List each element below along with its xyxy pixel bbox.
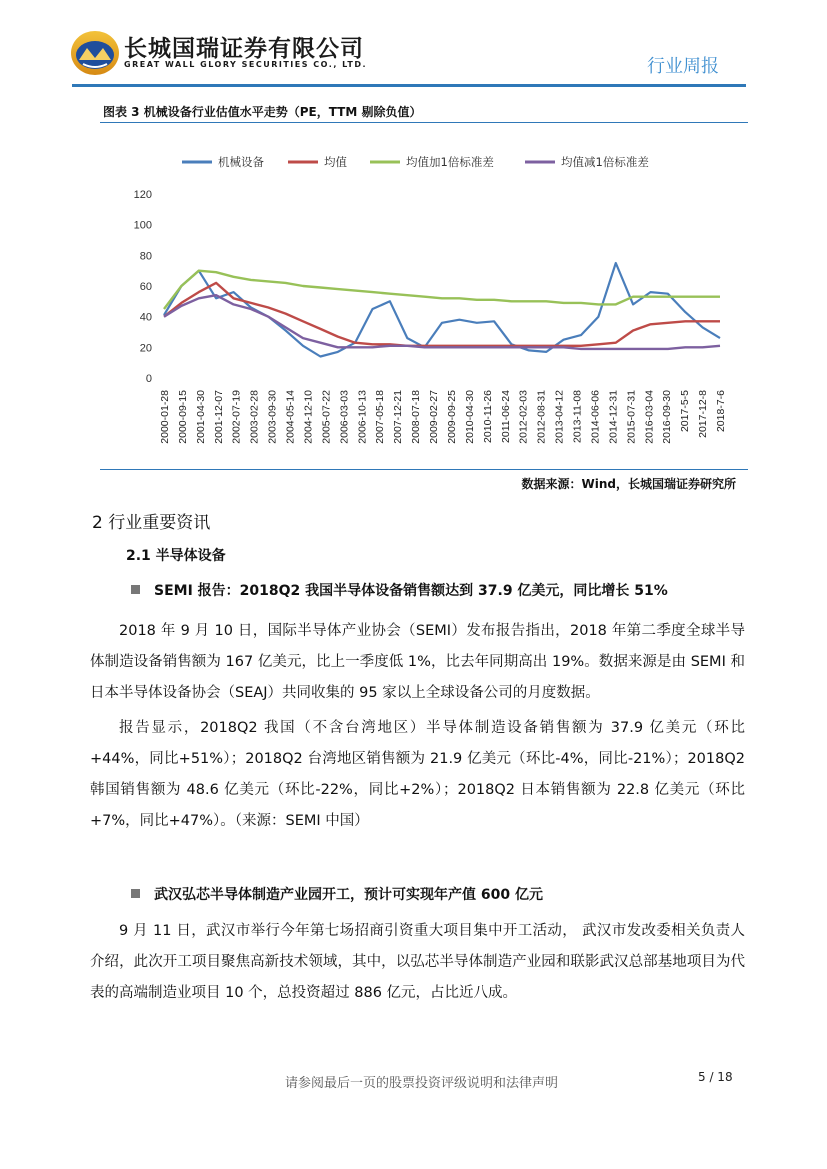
report-type-label: 行业周报: [647, 56, 719, 77]
x-tick-label: 2011-06-24: [499, 390, 512, 443]
x-tick-label: 2010-11-26: [481, 390, 494, 443]
page-number: 5 / 18: [698, 1070, 733, 1084]
x-tick-label: 2004-05-14: [284, 390, 297, 444]
x-tick-label: 2012-08-31: [535, 390, 548, 444]
x-tick-label: 2006-10-13: [356, 390, 369, 444]
y-tick-label: 100: [133, 219, 152, 232]
section-heading: 2 行业重要资讯: [92, 513, 211, 533]
pe-trend-chart: [100, 140, 748, 465]
x-tick-label: 2017-5-5: [679, 390, 692, 433]
figure-bottom-rule: [100, 469, 748, 470]
legend-label: 均值加1倍标准差: [406, 155, 494, 169]
news-headline-1: [131, 580, 668, 600]
figure-top-rule: [100, 122, 748, 123]
series-line-2: [164, 283, 720, 346]
series-line-1: [164, 263, 720, 357]
x-tick-label: 2015-07-31: [625, 390, 638, 444]
news-paragraph: 报告显示，2018Q2 我国（不含台湾地区）半导体制造设备销售额为 37.9 亿美元（环比+44%，同比+51%）；2018Q2 台湾地区销售额为 21.9 亿美元（环比-4%，同比-21%）；2018Q2 韩国销售额为 48.6 亿美元（环比-22%，同比+2%）；2018Q2 日本销售额为 22.8 亿美元（环比+7%，同比+47%）。（来源：SEMI 中国）: [90, 720, 745, 829]
x-tick-label: 2002-07-19: [230, 390, 243, 444]
x-tick-label: 2003-02-28: [248, 390, 261, 444]
news-headline-2-text: 武汉弘芯半导体制造产业园开工，预计可实现年产值 600 亿元: [154, 887, 543, 903]
x-tick-label: 2007-12-21: [392, 390, 405, 444]
news-paragraph: 9 月 11 日，武汉市举行今年第七场招商引资重大项目集中开工活动， 武汉市发改委相关负责人介绍，此次开工项目聚焦高新技术领域，其中，以弘芯半导体制造产业园和联影武汉总部基地项目为代表的高端制造业项目 10 个，总投资超过 886 亿元，占比近八成。: [90, 923, 745, 1001]
y-tick-label: 60: [139, 281, 152, 293]
figure-source: 数据来源：Wind，长城国瑞证券研究所: [521, 477, 736, 491]
chart-legend: [182, 155, 649, 169]
x-tick-label: 2013-11-08: [571, 389, 584, 443]
x-tick-label: 2013-04-12: [553, 390, 566, 444]
header-divider: [72, 84, 746, 87]
x-tick-label: 2006-03-03: [338, 390, 351, 444]
news-paragraph: 2018 年 9 月 10 日，国际半导体产业协会（SEMI）发布报告指出，2018 年第二季度全球半导体制造设备销售额为 167 亿美元，比上一季度低 1%，比去年同期高出 19%。数据来源是由 SEMI 和日本半导体设备协会（SEAJ）共同收集的 95 家以上全球设备公司的月度数据。: [90, 623, 745, 701]
x-tick-label: 2005-07-22: [320, 390, 333, 444]
x-tick-label: 2009-02-27: [428, 390, 441, 444]
figure-title: 图表 3 机械设备行业估值水平走势（PE，TTM 剔除负值）: [103, 105, 422, 119]
x-tick-label: 2014-06-06: [589, 390, 602, 444]
x-tick-label: 2016-03-04: [643, 390, 656, 444]
legend-label: 均值减1倍标准差: [561, 155, 649, 169]
x-tick-label: 2018-7-6: [715, 390, 727, 433]
x-tick-label: 2001-12-07: [212, 390, 225, 444]
legend-label: 均值: [324, 155, 347, 169]
news-body-2: [90, 916, 745, 1009]
company-name-en: GREAT WALL GLORY SECURITIES CO., LTD.: [124, 60, 368, 69]
y-tick-label: 120: [133, 189, 152, 201]
x-tick-label: 2003-09-30: [266, 390, 279, 444]
x-tick-label: 2017-12-8: [697, 390, 710, 438]
square-bullet-icon: [131, 585, 140, 594]
y-tick-label: 20: [139, 342, 152, 355]
x-tick-label: 2007-05-18: [374, 390, 387, 444]
x-tick-label: 2014-12-31: [607, 390, 620, 444]
news-headline-1-text: SEMI 报告：2018Q2 我国半导体设备销售额达到 37.9 亿美元，同比增长 51%: [154, 583, 668, 599]
subsection-heading: 2.1 半导体设备: [126, 548, 226, 564]
x-tick-label: 2016-09-30: [661, 390, 674, 444]
x-axis: [159, 390, 727, 444]
news-headline-2: [131, 884, 543, 904]
x-tick-label: 2009-09-25: [445, 390, 458, 444]
x-tick-label: 2000-01-28: [159, 390, 171, 444]
x-tick-label: 2008-07-18: [410, 390, 423, 444]
x-tick-label: 2010-04-30: [463, 390, 476, 444]
y-tick-label: 0: [145, 373, 152, 385]
square-bullet-icon: [131, 889, 140, 898]
x-tick-label: 2012-02-03: [517, 390, 530, 444]
news-body-1: [90, 616, 745, 837]
y-tick-label: 80: [139, 250, 152, 263]
company-logo-icon: [70, 30, 120, 76]
x-tick-label: 2001-04-30: [194, 390, 207, 444]
x-tick-label: 2000-09-15: [176, 390, 189, 444]
disclaimer-note: 请参阅最后一页的股票投资评级说明和法律声明: [285, 1076, 559, 1091]
x-tick-label: 2004-12-10: [302, 390, 315, 444]
company-name-cn: 长城国瑞证券有限公司: [124, 36, 364, 62]
y-axis: [134, 189, 152, 385]
y-tick-label: 40: [139, 311, 152, 324]
legend-label: 机械设备: [218, 155, 264, 169]
plot-area: [164, 263, 720, 357]
